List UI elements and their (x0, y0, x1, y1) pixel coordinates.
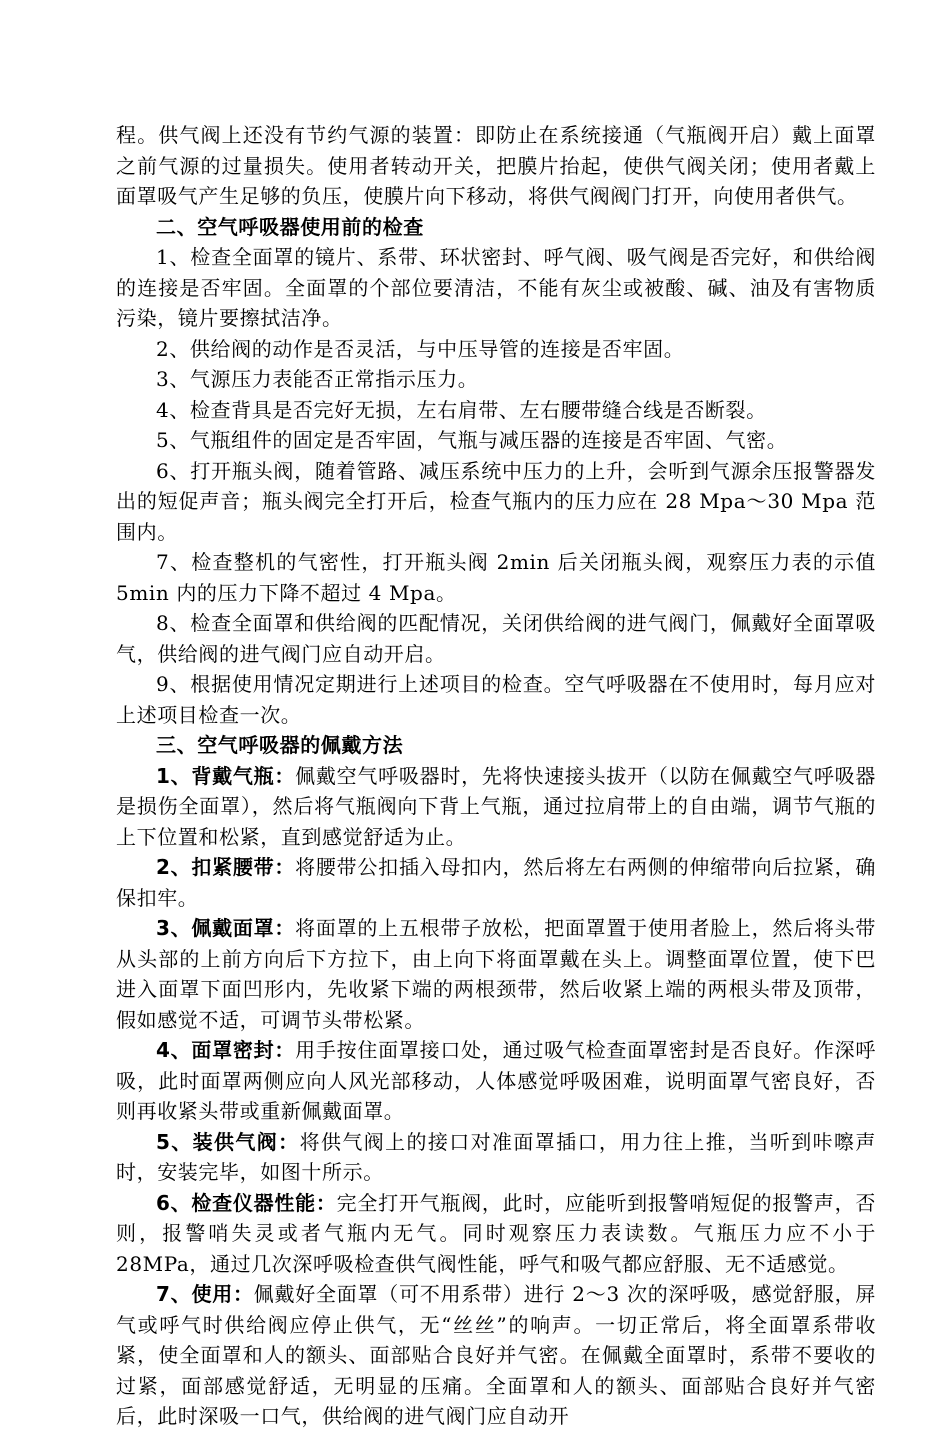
wear-step-3 (116, 913, 876, 1035)
section-heading-pre-use-check: 二、空气呼吸器使用前的检查 (156, 214, 424, 239)
wear-step-7-text: 佩戴好全面罩（可不用系带）进行 2～3 次的深呼吸，感觉舒服，屏气或呼气时供给阀应停止供气，无“丝丝”的响声。一切正常后，将全面罩系带收紧，使全面罩和人的额头、面部贴合良好并气密。在佩戴全面罩时，系带不要收的过紧，面部感觉舒适，无明显的压痛。全面罩和人的额头、面部贴合良好并气密后，此时深吸一口气，供给阀的进气阀门应自动开 (116, 1282, 876, 1428)
wear-step-4-text: 用手按住面罩接口处，通过吸气检查面罩密封是否良好。作深呼吸，此时面罩两侧应向人风光部移动，人体感觉呼吸困难，说明面罩气密良好，否则再收紧头带或重新佩戴面罩。 (116, 1038, 876, 1123)
wear-step-2-text: 将腰带公扣插入母扣内，然后将左右两侧的伸缩带向后拉紧，确保扣牢。 (116, 855, 876, 910)
wear-step-6 (116, 1188, 876, 1280)
wear-step-6-text: 完全打开气瓶阀，此时，应能听到报警哨短促的报警声，否则，报警哨失灵或者气瓶内无气。同时观察压力表读数。气瓶压力应不小于 28MPa，通过几次深呼吸检查供气阀性能，呼气和吸气都应舒服、无不适感觉。 (116, 1190, 876, 1276)
section-heading-wearing-method: 三、空气呼吸器的佩戴方法 (156, 733, 404, 757)
wear-step-4 (116, 1035, 876, 1127)
wear-step-2-lead: 2、扣紧腰带： (156, 855, 296, 879)
wear-step-5 (116, 1127, 876, 1188)
wear-step-5-text: 将供气阀上的接口对准面罩插口，用力往上推，当听到咔嚓声时，安装完毕，如图十所示。 (116, 1129, 876, 1184)
check-item-9: 9、根据使用情况定期进行上述项目的检查。空气呼吸器在不使用时，每月应对上述项目检查一次。 (116, 672, 876, 727)
document-page (116, 120, 876, 1432)
check-item-8: 8、检查全面罩和供给阀的匹配情况，关闭供给阀的进气阀门，佩戴好全面罩吸气，供给阀的进气阀门应自动开启。 (116, 611, 876, 666)
check-item-6: 6、打开瓶头阀，随着管路、减压系统中压力的上升，会听到气源余压报警器发出的短促声音；瓶头阀完全打开后，检查气瓶内的压力应在 28 Mpa～30 Mpa 范围内。 (116, 458, 876, 544)
check-item-2: 2、供给阀的动作是否灵活，与中压导管的连接是否牢固。 (156, 336, 685, 361)
check-item-7: 7、检查整机的气密性，打开瓶头阀 2min 后关闭瓶头阀，观察压力表的示值 5min 内的压力下降不超过 4 Mpa。 (116, 550, 876, 605)
continued-paragraph: 程。供气阀上还没有节约气源的装置：即防止在系统接通（气瓶阀开启）戴上面罩之前气源的过量损失。使用者转动开关，把膜片抬起，使供气阀关闭；使用者戴上面罩吸气产生足够的负压，使膜片向下移动，将供气阀阀门打开，向使用者供气。 (116, 123, 876, 208)
wear-step-1-lead: 1、背戴气瓶： (156, 763, 296, 788)
wear-step-6-lead: 6、检查仪器性能： (156, 1190, 337, 1215)
wear-step-1 (116, 761, 876, 853)
check-item-5: 5、气瓶组件的固定是否牢固，气瓶与减压器的连接是否牢固、气密。 (156, 428, 788, 452)
wear-step-3-lead: 3、佩戴面罩： (156, 916, 296, 940)
wear-step-4-lead: 4、面罩密封： (156, 1038, 296, 1062)
check-item-1: 1、检查全面罩的镜片、系带、环状密封、呼气阀、吸气阀是否完好，和供给阀的连接是否牢固。全面罩的个部位要清洁，不能有灰尘或被酸、碱、油及有害物质污染，镜片要擦拭洁净。 (116, 245, 876, 330)
wear-step-3-text: 将面罩的上五根带子放松，把面罩置于使用者脸上，然后将头带从头部的上前方向后下方拉下，由上向下将面罩戴在头上。调整面罩位置，使下巴进入面罩下面凹形内，先收紧下端的两根颈带，然后收紧上端的两根头带及顶带，假如感觉不适，可调节头带松紧。 (116, 916, 876, 1032)
wear-step-1-text: 佩戴空气呼吸器时，先将快速接头拔开（以防在佩戴空气呼吸器是损伤全面罩），然后将气瓶阀向下背上气瓶，通过拉肩带上的自由端，调节气瓶的上下位置和松紧，直到感觉舒适为止。 (116, 763, 876, 849)
check-item-4: 4、检查背具是否完好无损，左右肩带、左右腰带缝合线是否断裂。 (156, 397, 767, 422)
check-item-3: 3、气源压力表能否正常指示压力。 (156, 367, 479, 391)
wear-step-7 (116, 1279, 876, 1432)
wear-step-7-lead: 7、使用： (156, 1282, 254, 1306)
wear-step-5-lead: 5、装供气阀： (156, 1129, 300, 1154)
wear-step-2 (116, 852, 876, 913)
